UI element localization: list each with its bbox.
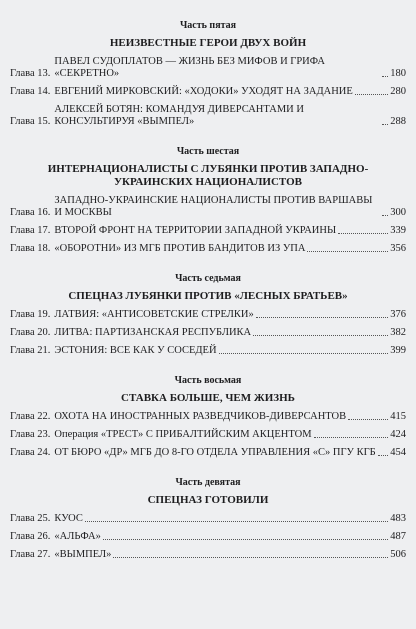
- part-title: ИНТЕРНАЦИОНАЛИСТЫ С ЛУБЯНКИ ПРОТИВ ЗАПАДНО-УКРАИНСКИХ НАЦИОНАЛИСТОВ: [47, 163, 369, 188]
- toc-entry[interactable]: [10, 243, 406, 255]
- chapter-number: Глава 18.: [10, 243, 51, 254]
- toc-entry[interactable]: [10, 309, 406, 321]
- chapter-title: «АЛЬФА»: [54, 531, 101, 542]
- toc-entry[interactable]: [10, 195, 406, 219]
- part-heading: Часть пятая: [179, 20, 237, 31]
- chapter-number: Глава 22.: [10, 411, 51, 422]
- dot-leader: [382, 124, 388, 125]
- page-number: 483: [390, 513, 406, 524]
- chapter-title: ОХОТА НА ИНОСТРАННЫХ РАЗВЕДЧИКОВ-ДИВЕРСАНТОВ: [54, 411, 347, 422]
- chapter-title: АЛЕКСЕЙ БОТЯН: КОМАНДУЯ ДИВЕРСАНТАМИ И КОНСУЛЬТИРУЯ «ВЫМПЕЛ»: [54, 104, 304, 127]
- dot-leader: [85, 521, 388, 522]
- toc-entry[interactable]: [10, 429, 406, 441]
- toc-entry[interactable]: [10, 86, 406, 98]
- toc-entry[interactable]: [10, 56, 406, 80]
- chapter-number: Глава 15.: [10, 116, 51, 127]
- dot-leader: [307, 251, 388, 252]
- toc-entry[interactable]: [10, 327, 406, 339]
- chapter-number: Глава 17.: [10, 225, 51, 236]
- chapter-title: «ВЫМПЕЛ»: [54, 549, 112, 560]
- chapter-title: ОТ БЮРО «ДР» МГБ ДО 8-ГО ОТДЕЛА УПРАВЛЕНИЯ «С» ПГУ КГБ: [54, 447, 376, 458]
- part-title: НЕИЗВЕСТНЫЕ ГЕРОИ ДВУХ ВОЙН: [109, 37, 307, 49]
- chapter-title: КУОС: [54, 513, 83, 524]
- chapter-number: Глава 16.: [10, 207, 51, 218]
- dot-leader: [338, 233, 388, 234]
- chapter-title: «ОБОРОТНИ» ИЗ МГБ ПРОТИВ БАНДИТОВ ИЗ УПА: [54, 243, 306, 254]
- chapter-number: Глава 25.: [10, 513, 51, 524]
- chapter-number: Глава 19.: [10, 309, 51, 320]
- chapter-title: ПАВЕЛ СУДОПЛАТОВ — ЖИЗНЬ БЕЗ МИФОВ И ГРИФА «СЕКРЕТНО»: [54, 56, 325, 79]
- part-title: СПЕЦНАЗ ЛУБЯНКИ ПРОТИВ «ЛЕСНЫХ БРАТЬЕВ»: [68, 290, 348, 302]
- dot-leader: [355, 94, 388, 95]
- chapter-title: ЗАПАДНО-УКРАИНСКИЕ НАЦИОНАЛИСТЫ ПРОТИВ ВАРШАВЫ И МОСКВЫ: [54, 195, 373, 218]
- page-number: 280: [390, 86, 406, 97]
- part-title: СПЕЦНАЗ ГОТОВИЛИ: [147, 494, 269, 506]
- chapter-title: ЛАТВИЯ: «АНТИСОВЕТСКИЕ СТРЕЛКИ»: [54, 309, 254, 320]
- dot-leader: [378, 455, 389, 456]
- toc-entry[interactable]: [10, 345, 406, 357]
- page-number: 415: [390, 411, 406, 422]
- chapter-title: Операция «ТРЕСТ» С ПРИБАЛТИЙСКИМ АКЦЕНТОМ: [54, 429, 312, 440]
- chapter-title: ВТОРОЙ ФРОНТ НА ТЕРРИТОРИИ ЗАПАДНОЙ УКРАИНЫ: [54, 225, 337, 236]
- toc-entry[interactable]: [10, 104, 406, 128]
- chapter-title: ЭСТОНИЯ: ВСЕ КАК У СОСЕДЕЙ: [54, 345, 217, 356]
- page-number: 300: [390, 207, 406, 218]
- chapter-number: Глава 13.: [10, 68, 51, 79]
- page-number: 454: [390, 447, 406, 458]
- page-number: 376: [390, 309, 406, 320]
- part-title: СТАВКА БОЛЬШЕ, ЧЕМ ЖИЗНЬ: [121, 392, 295, 404]
- part-heading: Часть шестая: [176, 146, 240, 157]
- page-number: 339: [390, 225, 406, 236]
- dot-leader: [219, 353, 389, 354]
- toc-entry[interactable]: [10, 549, 406, 561]
- part-heading: Часть девятая: [175, 477, 241, 488]
- toc-entry[interactable]: [10, 513, 406, 525]
- chapter-number: Глава 14.: [10, 86, 51, 97]
- page-number: 180: [390, 68, 406, 79]
- page-number: 288: [390, 116, 406, 127]
- chapter-title: ЕВГЕНИЙ МИРКОВСКИЙ: «ХОДОКИ» УХОДЯТ НА ЗАДАНИЕ: [54, 86, 353, 97]
- chapter-number: Глава 21.: [10, 345, 51, 356]
- dot-leader: [103, 539, 388, 540]
- dot-leader: [382, 215, 388, 216]
- chapter-number: Глава 20.: [10, 327, 51, 338]
- page-number: 356: [390, 243, 406, 254]
- page-number: 399: [390, 345, 406, 356]
- page-number: 382: [390, 327, 406, 338]
- dot-leader: [348, 419, 388, 420]
- toc-entry[interactable]: [10, 447, 406, 459]
- chapter-number: Глава 23.: [10, 429, 51, 440]
- chapter-title: ЛИТВА: ПАРТИЗАНСКАЯ РЕСПУБЛИКА: [54, 327, 252, 338]
- part-heading: Часть седьмая: [175, 273, 241, 284]
- chapter-number: Глава 27.: [10, 549, 51, 560]
- toc-entry[interactable]: [10, 411, 406, 423]
- toc-entry[interactable]: [10, 531, 406, 543]
- page-number: 487: [390, 531, 406, 542]
- page-number: 424: [390, 429, 406, 440]
- chapter-number: Глава 24.: [10, 447, 51, 458]
- chapter-number: Глава 26.: [10, 531, 51, 542]
- dot-leader: [113, 557, 388, 558]
- part-heading: Часть восьмая: [174, 375, 242, 386]
- dot-leader: [314, 437, 389, 438]
- page-number: 506: [390, 549, 406, 560]
- dot-leader: [253, 335, 388, 336]
- toc-entry[interactable]: [10, 225, 406, 237]
- dot-leader: [256, 317, 389, 318]
- dot-leader: [382, 76, 388, 77]
